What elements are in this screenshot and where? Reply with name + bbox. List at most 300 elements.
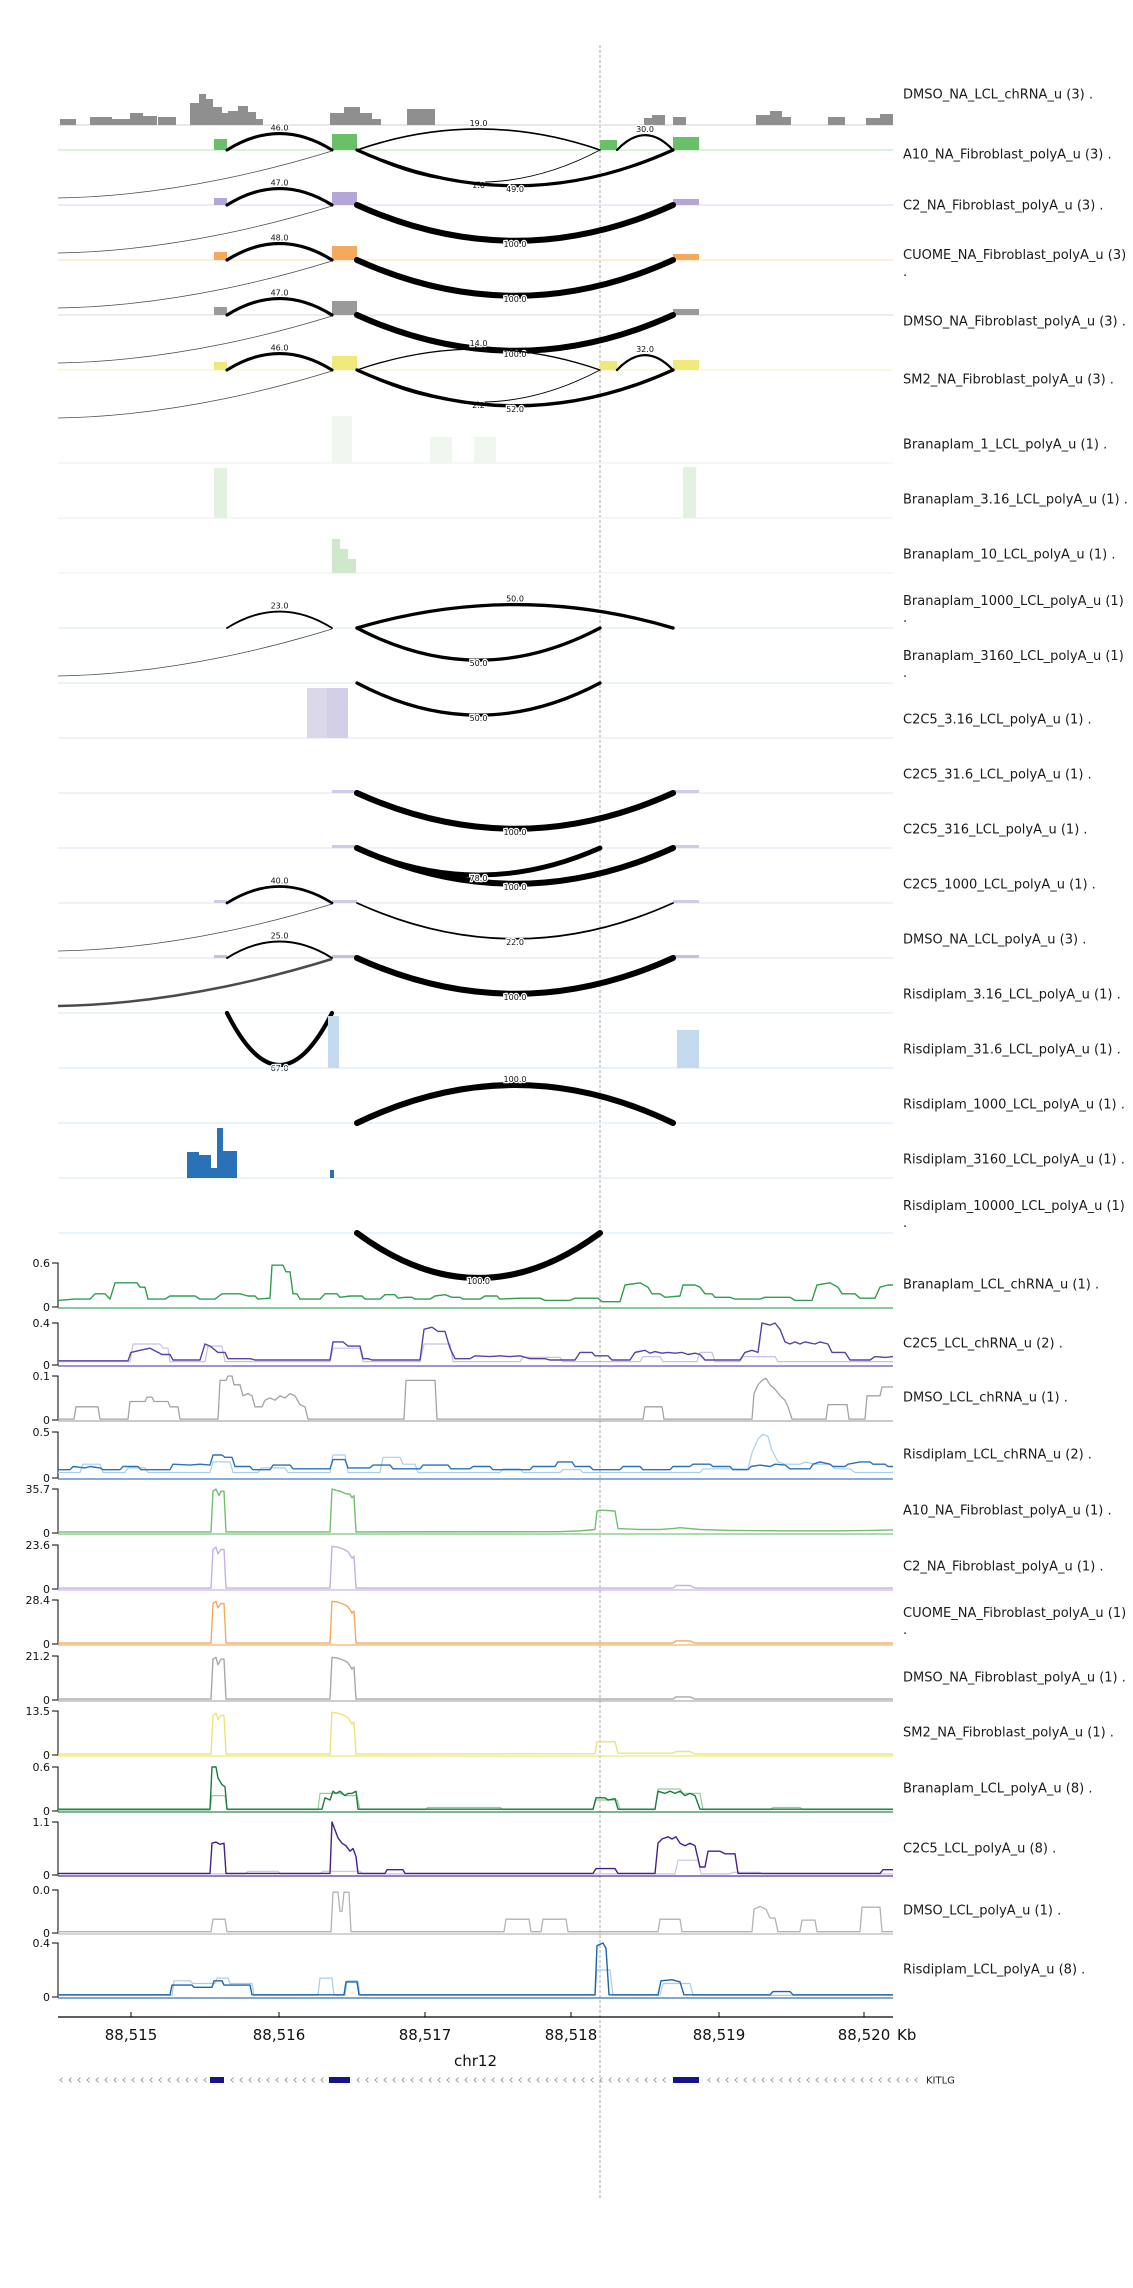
y-axis-zero-label: 0 (43, 1991, 50, 2004)
track-label: DMSO_LCL_chRNA_u (1) . (903, 1390, 1068, 1406)
gene-exon-block (329, 2077, 350, 2083)
gene-annotation (58, 2076, 955, 2087)
y-axis-bracket (52, 1890, 58, 1933)
strand-arrow-icon (582, 2078, 585, 2083)
junction-arc (227, 354, 332, 370)
strand-arrow-icon (546, 2078, 549, 2083)
coverage-bar (677, 1030, 699, 1068)
y-axis-max-label: 13.5 (25, 1705, 50, 1718)
exon-block (214, 139, 227, 150)
x-axis-tick-label: 88,516 (252, 2026, 306, 2044)
y-axis-max-label: 23.6 (25, 1539, 50, 1552)
strand-arrow-icon (123, 2078, 126, 2083)
junction-count-label: 32.0 (636, 345, 654, 355)
junction-arc (227, 299, 332, 315)
y-axis-max-label: 0.4 (32, 1317, 50, 1330)
y-axis-bracket (52, 1545, 58, 1589)
exon-block (673, 900, 699, 903)
junction-track (58, 932, 893, 1006)
track-label: A10_NA_Fibroblast_polyA_u (1) . (903, 1503, 1112, 1519)
strand-arrow-icon (519, 2078, 522, 2083)
coverage-line (58, 1376, 893, 1419)
coverage-track (33, 1317, 894, 1372)
junction-arc (357, 349, 600, 370)
exon-block (214, 955, 227, 958)
track-label: SM2_NA_Fibroblast_polyA_u (3) . (903, 372, 1114, 388)
junction-count-label: 52.0 (506, 404, 524, 414)
junction-arc (357, 628, 600, 660)
track-label: Risdiplam_1000_LCL_polyA_u (1) . (903, 1097, 1125, 1113)
coverage-bar (223, 1151, 237, 1178)
y-axis-bracket (52, 1432, 58, 1478)
junction-arc (227, 244, 332, 260)
y-axis-zero-label: 0 (43, 1638, 50, 1651)
coverage-line (58, 1822, 893, 1873)
strand-arrow-icon (906, 2078, 909, 2083)
coverage-bar (214, 468, 227, 518)
coverage-bar (756, 115, 770, 125)
exon-block (214, 307, 227, 315)
exon-block (332, 192, 357, 205)
junction-arc (357, 129, 600, 150)
y-axis-zero-label: 0 (43, 1472, 50, 1485)
x-axis-tick-label: 88,517 (398, 2026, 452, 2044)
coverage-line (58, 1970, 893, 1995)
junction-track (58, 416, 893, 463)
exon-block (673, 790, 699, 793)
y-axis-zero-label: 0 (43, 1301, 50, 1314)
junction-arc (227, 887, 332, 903)
coverage-bar (228, 111, 238, 125)
junction-arc (227, 1013, 332, 1065)
junction-count-label: 100.0 (503, 827, 527, 837)
strand-arrow-icon (555, 2078, 558, 2083)
track-label: Risdiplam_3160_LCL_polyA_u (1) . (903, 1152, 1125, 1168)
junction-count-label: 50.0 (469, 714, 488, 724)
exon-block (214, 900, 227, 903)
coverage-bar (348, 559, 356, 573)
coverage-bar (248, 112, 256, 125)
junction-arc (617, 135, 673, 150)
junction-track (58, 683, 893, 723)
junction-count-label: 67.0 (270, 1064, 289, 1073)
junction-count-label: 2.2 (472, 401, 485, 411)
strand-arrow-icon (798, 2078, 801, 2083)
junction-track (58, 234, 893, 308)
track-label: DMSO_NA_Fibroblast_polyA_u (1) . (903, 1670, 1126, 1686)
offscreen-junction-arc (58, 261, 332, 308)
track-label: Risdiplam_10000_LCL_polyA_u (1) . (903, 1198, 1125, 1231)
coverage-bar (673, 117, 686, 125)
coverage-bar (360, 113, 372, 125)
coverage-bar (330, 113, 344, 125)
junction-track (58, 1233, 893, 1286)
strand-arrow-icon (366, 2078, 369, 2083)
strand-arrow-icon (591, 2078, 594, 2083)
track-label: C2C5_LCL_polyA_u (8) . (903, 1841, 1057, 1857)
junction-count-label: 100.0 (467, 1277, 490, 1286)
coverage-bar (644, 118, 652, 125)
strand-arrow-icon (411, 2078, 414, 2083)
y-axis-max-label: 0.4 (32, 1937, 50, 1950)
coverage-bar (328, 1016, 339, 1068)
junction-track (58, 595, 893, 676)
coverage-bar (90, 117, 112, 125)
junction-track (58, 289, 893, 363)
gene-exon-block (673, 2077, 699, 2083)
strand-arrow-icon (618, 2078, 621, 2083)
track-label: Branaplam_1_LCL_polyA_u (1) . (903, 437, 1108, 453)
exon-block (332, 134, 357, 150)
y-axis-bracket (52, 1263, 58, 1307)
y-axis-max-label: 1.1 (32, 1816, 50, 1829)
strand-arrow-icon (195, 2078, 198, 2083)
coverage-line (58, 1323, 893, 1361)
junction-count-label: 23.0 (270, 601, 289, 611)
y-axis-bracket (52, 1822, 58, 1875)
y-axis-bracket (52, 1943, 58, 1997)
track-label: Branaplam_3160_LCL_polyA_u (1) . (903, 648, 1124, 681)
coverage-bar (880, 114, 893, 125)
exon-block (214, 252, 227, 260)
junction-count-label: 100.0 (503, 992, 527, 1002)
exon-block (600, 361, 617, 370)
strand-arrow-icon (375, 2078, 378, 2083)
junction-count-label: 50.0 (506, 594, 524, 604)
coverage-line (58, 1489, 893, 1532)
coverage-track (26, 1539, 894, 1596)
exon-block (673, 360, 699, 370)
track-label: DMSO_NA_LCL_polyA_u (3) . (903, 932, 1087, 948)
strand-arrow-icon (267, 2078, 270, 2083)
track-label: CUOME_NA_Fibroblast_polyA_u (3) . (903, 247, 1127, 280)
exon-block (332, 955, 357, 958)
junction-count-label: 1.6 (472, 181, 485, 191)
coverage-track (33, 1937, 894, 2004)
junction-count-label: 50.0 (469, 659, 488, 669)
junction-count-label: 100.0 (503, 294, 527, 304)
coverage-bar (206, 99, 213, 125)
y-axis-max-label: 0.5 (32, 1426, 50, 1439)
junction-track (58, 790, 893, 837)
exon-block (600, 140, 617, 150)
junction-arc (357, 370, 673, 406)
y-axis-zero-label: 0 (43, 1869, 50, 1882)
track-label: C2C5_31.6_LCL_polyA_u (1) . (903, 767, 1092, 783)
track-label: Branaplam_LCL_chRNA_u (1) . (903, 1277, 1100, 1293)
junction-count-label: 47.0 (270, 288, 289, 298)
strand-arrow-icon (258, 2078, 261, 2083)
junction-count-label: 19.0 (469, 118, 488, 128)
coverage-bar (199, 1155, 211, 1178)
strand-arrow-icon (771, 2078, 774, 2083)
offscreen-junction-arc (58, 206, 332, 253)
y-axis-bracket (52, 1656, 58, 1700)
junction-count-label: 100.0 (503, 239, 527, 249)
strand-arrow-icon (834, 2078, 837, 2083)
x-axis-tick-label: 88,519 (692, 2026, 746, 2044)
junction-count-label: 100.0 (503, 349, 527, 359)
coverage-track (33, 1257, 894, 1314)
junction-track (58, 467, 893, 518)
junction-arc (617, 355, 673, 370)
coverage-track (33, 1816, 894, 1882)
strand-arrow-icon (726, 2078, 729, 2083)
coverage-bar (190, 103, 199, 125)
gene-exon-block (210, 2077, 224, 2083)
strand-arrow-icon (447, 2078, 450, 2083)
coverage-bar (222, 113, 228, 125)
strand-arrow-icon (762, 2078, 765, 2083)
junction-count-label: 30.0 (636, 125, 654, 135)
track-label: Risdiplam_LCL_polyA_u (8) . (903, 1962, 1086, 1978)
y-axis-max-label: 0.6 (32, 1257, 50, 1270)
coverage-bar (332, 416, 352, 463)
coverage-bar (866, 118, 880, 125)
y-axis-max-label: 0.1 (32, 1370, 50, 1383)
track-label: CUOME_NA_Fibroblast_polyA_u (1) . (903, 1605, 1127, 1638)
exon-block (673, 199, 699, 205)
junction-track (58, 1016, 893, 1068)
coverage-bar (187, 1152, 199, 1178)
x-axis-unit-label: Kb (897, 2026, 917, 2044)
coverage-track (33, 1426, 894, 1485)
track-label: Branaplam_LCL_polyA_u (8) . (903, 1781, 1093, 1797)
junction-track (58, 539, 893, 573)
exon-block (332, 900, 357, 903)
coverage-bar (199, 94, 206, 125)
junction-count-label: 40.0 (270, 876, 289, 886)
offscreen-junction-arc (58, 151, 332, 198)
y-axis-zero-label: 0 (43, 1583, 50, 1596)
strand-arrow-icon (663, 2078, 666, 2083)
junction-arc (357, 958, 673, 994)
y-axis-zero-label: 0 (43, 1694, 50, 1707)
junction-track (58, 845, 893, 892)
coverage-bar (430, 437, 452, 463)
junction-count-label: 22.0 (506, 937, 524, 947)
junction-count-label: 25.0 (270, 931, 289, 941)
junction-track (58, 877, 893, 951)
coverage-line (58, 1767, 893, 1809)
y-axis-zero-label: 0 (43, 1359, 50, 1372)
track-label: Risdiplam_LCL_chRNA_u (2) . (903, 1447, 1092, 1463)
coverage-bar (143, 116, 157, 125)
junction-arc (357, 848, 600, 875)
exon-block (673, 845, 699, 848)
strand-arrow-icon (294, 2078, 297, 2083)
junction-arc (357, 315, 673, 351)
exon-block (673, 955, 699, 958)
coverage-bar (782, 117, 791, 125)
junction-arc (357, 150, 673, 186)
coverage-bar (158, 117, 176, 125)
track-label: A10_NA_Fibroblast_polyA_u (3) . (903, 147, 1112, 163)
junction-count-label: 49.0 (506, 184, 524, 194)
track-label: Branaplam_1000_LCL_polyA_u (1) . (903, 593, 1124, 626)
y-axis-max-label: 21.2 (25, 1650, 50, 1663)
y-axis-zero-label: 0 (43, 1414, 50, 1427)
coverage-bar (130, 113, 143, 125)
offscreen-junction-arc (58, 316, 332, 363)
exon-block (332, 790, 357, 793)
y-axis-max-label: 28.4 (25, 1594, 50, 1607)
junction-track (58, 1128, 893, 1178)
y-axis-bracket (52, 1600, 58, 1644)
strand-arrow-icon (150, 2078, 153, 2083)
exon-block (673, 254, 699, 260)
coverage-bar (683, 467, 696, 518)
coverage-track (33, 1884, 894, 1940)
strand-arrow-icon (402, 2078, 405, 2083)
y-axis-zero-label: 0 (43, 1805, 50, 1818)
offscreen-junction-arc (58, 371, 332, 418)
track-label: Branaplam_3.16_LCL_polyA_u (1) . (903, 492, 1128, 508)
coverage-bar (256, 119, 263, 125)
junction-track (58, 1075, 893, 1123)
junction-count-label: 78.0 (469, 874, 488, 883)
coverage-bar (828, 117, 845, 125)
y-axis-zero-label: 0 (43, 1527, 50, 1540)
strand-arrow-icon (78, 2078, 81, 2083)
junction-count-label: 46.0 (270, 343, 289, 353)
coverage-bar (60, 119, 76, 125)
junction-arc (357, 1085, 673, 1123)
strand-arrow-icon (735, 2078, 738, 2083)
junction-arc (227, 612, 332, 628)
coverage-track (26, 1483, 894, 1540)
coverage-line (58, 1789, 893, 1810)
track-label: DMSO_NA_Fibroblast_polyA_u (3) . (903, 314, 1126, 330)
track-label: C2C5_1000_LCL_polyA_u (1) . (903, 877, 1096, 893)
y-axis-bracket (52, 1323, 58, 1365)
track-label: SM2_NA_Fibroblast_polyA_u (1) . (903, 1725, 1114, 1741)
x-axis-tick-label: 88,515 (104, 2026, 158, 2044)
junction-arc (357, 260, 673, 296)
strand-arrow-icon (510, 2078, 513, 2083)
strand-arrow-icon (843, 2078, 846, 2083)
exon-block (332, 356, 357, 370)
track-label: DMSO_NA_LCL_chRNA_u (3) . (903, 87, 1093, 103)
junction-count-label: 48.0 (270, 233, 289, 243)
junction-count-label: 47.0 (270, 178, 289, 188)
track-label: Branaplam_10_LCL_polyA_u (1) . (903, 547, 1116, 563)
junction-arc (357, 605, 673, 628)
offscreen-junction-arc (58, 629, 332, 676)
strand-arrow-icon (114, 2078, 117, 2083)
offscreen-junction-arc (58, 959, 332, 1006)
exon-block (673, 309, 699, 315)
track-label: C2C5_LCL_chRNA_u (2) . (903, 1336, 1063, 1352)
exon-block (332, 246, 357, 260)
coverage-track (33, 1370, 894, 1427)
track-label: DMSO_LCL_polyA_u (1) . (903, 1903, 1062, 1919)
coverage-track (26, 1594, 894, 1651)
track-label: C2C5_316_LCL_polyA_u (1) . (903, 822, 1088, 838)
track-label: C2C5_3.16_LCL_polyA_u (1) . (903, 712, 1092, 728)
junction-count-label: 14.0 (469, 338, 488, 348)
track-label: C2_NA_Fibroblast_polyA_u (3) . (903, 198, 1104, 214)
strand-arrow-icon (159, 2078, 162, 2083)
exon-block (673, 137, 699, 150)
strand-arrow-icon (483, 2078, 486, 2083)
track-label: Risdiplam_31.6_LCL_polyA_u (1) . (903, 1042, 1121, 1058)
coverage-bar (307, 688, 327, 738)
strand-arrow-icon (654, 2078, 657, 2083)
exon-block (332, 845, 357, 848)
exon-block (332, 301, 357, 315)
strand-arrow-icon (231, 2078, 234, 2083)
x-axis (58, 2012, 916, 2070)
coverage-bar (217, 1128, 223, 1178)
strand-arrow-icon (186, 2078, 189, 2083)
coverage-line (58, 1657, 893, 1699)
coverage-bar (327, 688, 348, 738)
junction-arc (227, 942, 332, 958)
y-axis-max-label: 35.7 (25, 1483, 50, 1496)
coverage-bar (332, 539, 340, 573)
coverage-bar (211, 1168, 217, 1178)
y-axis-max-label: 0.6 (32, 1761, 50, 1774)
junction-arc (357, 793, 673, 829)
coverage-line (58, 1546, 893, 1588)
junction-arc (227, 189, 332, 205)
y-axis-bracket (52, 1376, 58, 1420)
track-label: Risdiplam_3.16_LCL_polyA_u (1) . (903, 987, 1121, 1003)
chromosome-label: chr12 (453, 2052, 498, 2070)
coverage-line (58, 1712, 893, 1754)
junction-track (58, 688, 893, 738)
strand-arrow-icon (438, 2078, 441, 2083)
coverage-line (58, 1943, 893, 1995)
coverage-line (58, 1860, 893, 1874)
junction-count-label: 46.0 (270, 123, 289, 133)
coverage-bar (112, 119, 130, 125)
coverage-track (26, 1650, 894, 1707)
offscreen-junction-arc (58, 904, 332, 951)
strand-arrow-icon (915, 2078, 918, 2083)
strand-arrow-icon (87, 2078, 90, 2083)
junction-arc (357, 205, 673, 241)
junction-arc (357, 1233, 600, 1278)
coverage-bar (652, 115, 665, 125)
coverage-bar (344, 107, 360, 125)
coverage-bar (770, 111, 782, 125)
junction-arc (357, 903, 673, 939)
junction-count-label: 100.0 (503, 882, 527, 892)
y-axis-zero-label: 0 (43, 1927, 50, 1940)
strand-arrow-icon (474, 2078, 477, 2083)
coverage-bar (372, 119, 381, 125)
strand-arrow-icon (879, 2078, 882, 2083)
coverage-bar (330, 1170, 334, 1178)
coverage-bar (340, 549, 348, 573)
strand-arrow-icon (870, 2078, 873, 2083)
y-axis-bracket (52, 1489, 58, 1533)
x-axis-tick-label: 88,518 (544, 2026, 598, 2044)
coverage-line (58, 1344, 893, 1362)
junction-count-label: 100.0 (503, 1075, 527, 1084)
junction-arc (357, 683, 600, 715)
coverage-bar (407, 109, 435, 125)
gene-name-label: KITLG (926, 2075, 955, 2087)
junction-track (58, 1013, 893, 1073)
y-axis-bracket (52, 1767, 58, 1811)
coverage-line (58, 1892, 893, 1932)
coverage-line (58, 1601, 893, 1643)
track-label: C2_NA_Fibroblast_polyA_u (1) . (903, 1559, 1104, 1575)
junction-track (58, 119, 893, 198)
